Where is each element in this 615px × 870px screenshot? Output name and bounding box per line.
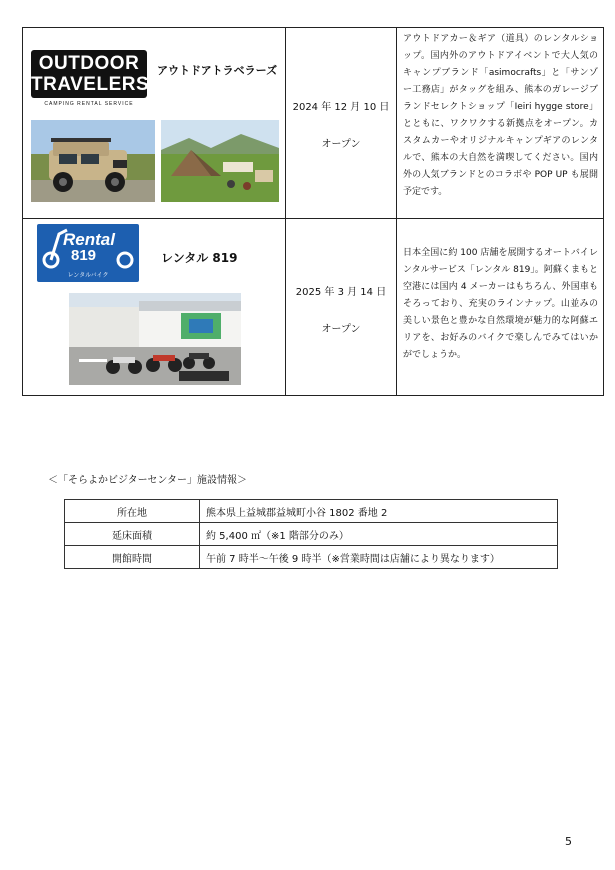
open-date: 2025 年 3 月 14 日	[295, 287, 387, 298]
camper-truck-photo	[31, 120, 155, 202]
facility-row	[65, 523, 558, 546]
shop-visual-cell	[23, 28, 286, 219]
facility-value: 熊本県上益城郡益城町小谷 1802 番地 2	[200, 500, 558, 523]
facility-label: 延床面積	[65, 523, 200, 546]
page-number: 5	[565, 835, 572, 848]
description-cell	[397, 219, 604, 396]
facility-label: 所在地	[65, 500, 200, 523]
outdoor-travelers-logo: OUTDOOR TRAVELERS CAMPING RENTAL SERVICE	[31, 50, 149, 112]
shop-description: 日本全国に約 100 店舗を展開するオートバイレンタルサービス「レンタル 819」。阿蘇くまもと空港には国内 4 メーカーはもちろん、外国車もそろっており、充実のラインナップ。山並みの美しい景色と豊かな自然環境が魅力的な阿蘇エリアを、お好みのバイクで楽しんでみてはいかがでしょうか。	[403, 248, 598, 360]
open-date-cell	[286, 219, 397, 396]
shop-description: アウトドアカー＆ギア（道具）のレンタルショップ。国内外のアウトドアイベントで大人気のキャンプブランド「asimocrafts」と「サンゾー工務店」がタッグを組み、熊本のガレージブランドセレクトショップ「Ieiri hygge store」とともに、ワクワクする新拠点をオープン。カスタムカーやオリジナルキャンプギアのレンタルで、熊本の大自然を満喫してください。国内外の人気ブランドとのコラボや POP UP も展開予定です。	[403, 34, 598, 197]
shop-row	[23, 28, 604, 219]
open-status: オープン	[321, 324, 361, 335]
open-status: オープン	[321, 139, 361, 150]
shop-table	[22, 27, 604, 396]
rental-819-logo: Rental 819 レンタルバイク	[37, 224, 139, 282]
open-date-cell	[286, 28, 397, 219]
shop-name: アウトドアトラベラーズ	[157, 64, 278, 77]
rental-shop-photo	[69, 293, 241, 385]
camp-site-photo	[161, 120, 279, 202]
facility-value: 約 5,400 ㎡（※1 階部分のみ）	[200, 523, 558, 546]
description-cell	[397, 28, 604, 219]
shop-name: レンタル 819	[161, 251, 238, 265]
facility-info-table	[64, 499, 558, 569]
facility-label: 開館時間	[65, 546, 200, 569]
facility-row	[65, 546, 558, 569]
facility-value: 午前 7 時半～午後 9 時半（※営業時間は店舗により異なります）	[200, 546, 558, 569]
open-date: 2024 年 12 月 10 日	[292, 102, 390, 113]
shop-row	[23, 219, 604, 396]
facility-row	[65, 500, 558, 523]
shop-visual-cell	[23, 219, 286, 396]
facility-info-caption: ＜「そらよかビジターセンター」施設情報＞	[48, 475, 247, 486]
